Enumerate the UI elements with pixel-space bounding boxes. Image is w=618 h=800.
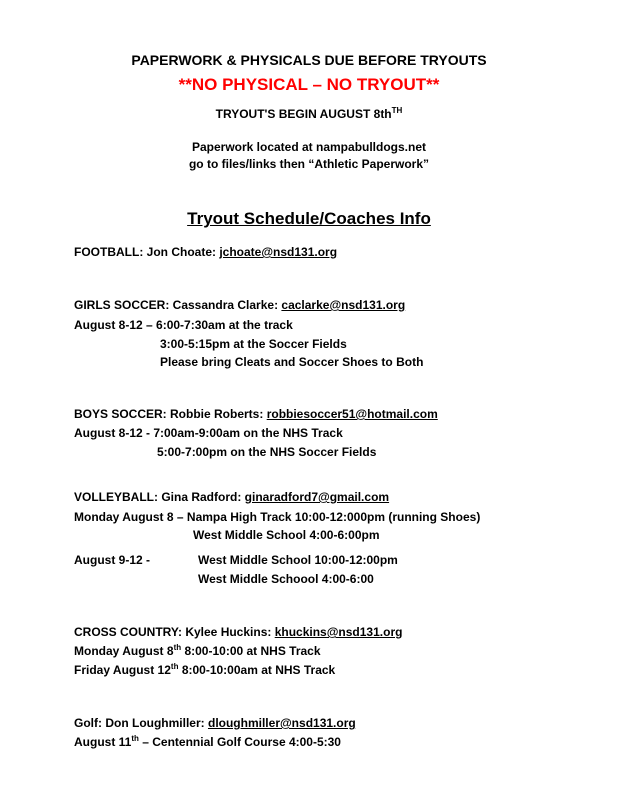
cross-country-schedule-1	[74, 644, 321, 658]
golf-schedule-1-post: – Centennial Golf Course 4:00-5:30	[138, 735, 341, 749]
cross-country-schedule-1-sup: th	[173, 643, 182, 652]
boys-soccer-email-link[interactable]: robbiesoccer51@hotmail.com	[266, 407, 438, 421]
volleyball-schedule-3: West Middle School 10:00-12:00pm	[198, 553, 398, 567]
volleyball-coach	[74, 490, 389, 504]
tryout-start	[0, 107, 618, 121]
golf-email-link[interactable]: dloughmiller@nsd131.org	[207, 716, 356, 730]
girls-soccer-label: GIRLS SOCCER: Cassandra Clarke:	[74, 298, 282, 312]
cross-country-schedule-2-post: 8:00-10:00am at NHS Track	[178, 663, 336, 677]
volleyball-schedule-2: West Middle School 4:00-6:00pm	[193, 528, 380, 542]
cross-country-schedule-2-pre: Friday August 12	[74, 663, 171, 677]
football-email-link[interactable]: jchoate@nsd131.org	[219, 245, 338, 259]
golf-label: Golf: Don Loughmiller:	[74, 716, 208, 730]
volleyball-email-link[interactable]: ginaradford7@gmail.com	[244, 490, 390, 504]
cross-country-schedule-1-post: 8:00-10:00 at NHS Track	[181, 644, 321, 658]
golf-schedule-1	[74, 735, 341, 749]
cross-country-label: CROSS COUNTRY: Kylee Huckins:	[74, 625, 275, 639]
girls-soccer-schedule-2: 3:00-5:15pm at the Soccer Fields	[160, 337, 347, 351]
paperwork-instructions: go to files/links then “Athletic Paperwork”	[188, 157, 430, 171]
paperwork-notice: PAPERWORK & PHYSICALS DUE BEFORE TRYOUTS	[131, 52, 487, 68]
girls-soccer-schedule-1: August 8-12 – 6:00-7:30am at the track	[74, 318, 293, 332]
tryout-start-text: TRYOUT'S BEGIN AUGUST 8th	[215, 107, 392, 121]
cross-country-schedule-2	[74, 663, 335, 677]
cross-country-email-link[interactable]: khuckins@nsd131.org	[274, 625, 403, 639]
paperwork-location: Paperwork located at nampabulldogs.net	[191, 140, 427, 154]
no-physical-warning: **NO PHYSICAL – NO TRYOUT**	[178, 75, 440, 94]
golf-coach	[74, 716, 356, 730]
football-label: FOOTBALL: Jon Choate:	[74, 245, 220, 259]
tryout-start-sup: TH	[391, 106, 403, 115]
cross-country-coach	[74, 625, 402, 639]
boys-soccer-schedule-2: 5:00-7:00pm on the NHS Soccer Fields	[157, 445, 377, 459]
football-coach	[74, 245, 337, 259]
boys-soccer-schedule-1: August 8-12 - 7:00am-9:00am on the NHS Track	[74, 426, 343, 440]
girls-soccer-email-link[interactable]: caclarke@nsd131.org	[281, 298, 406, 312]
boys-soccer-label: BOYS SOCCER: Robbie Roberts:	[74, 407, 267, 421]
volleyball-schedule-1: Monday August 8 – Nampa High Track 10:00-12:000pm (running Shoes)	[74, 510, 481, 524]
page-title: Tryout Schedule/Coaches Info	[187, 209, 431, 228]
golf-schedule-1-pre: August 11	[74, 735, 132, 749]
volleyball-schedule-4: West Middle Schoool 4:00-6:00	[198, 572, 374, 586]
boys-soccer-coach	[74, 407, 438, 421]
girls-soccer-coach	[74, 298, 405, 312]
golf-schedule-1-sup: th	[131, 734, 139, 743]
volleyball-label: VOLLEYBALL: Gina Radford:	[74, 490, 245, 504]
cross-country-schedule-2-sup: th	[170, 662, 179, 671]
girls-soccer-note: Please bring Cleats and Soccer Shoes to Both	[160, 355, 424, 369]
cross-country-schedule-1-pre: Monday August 8	[74, 644, 174, 658]
volleyball-schedule-3-date: August 9-12 -	[74, 553, 151, 567]
